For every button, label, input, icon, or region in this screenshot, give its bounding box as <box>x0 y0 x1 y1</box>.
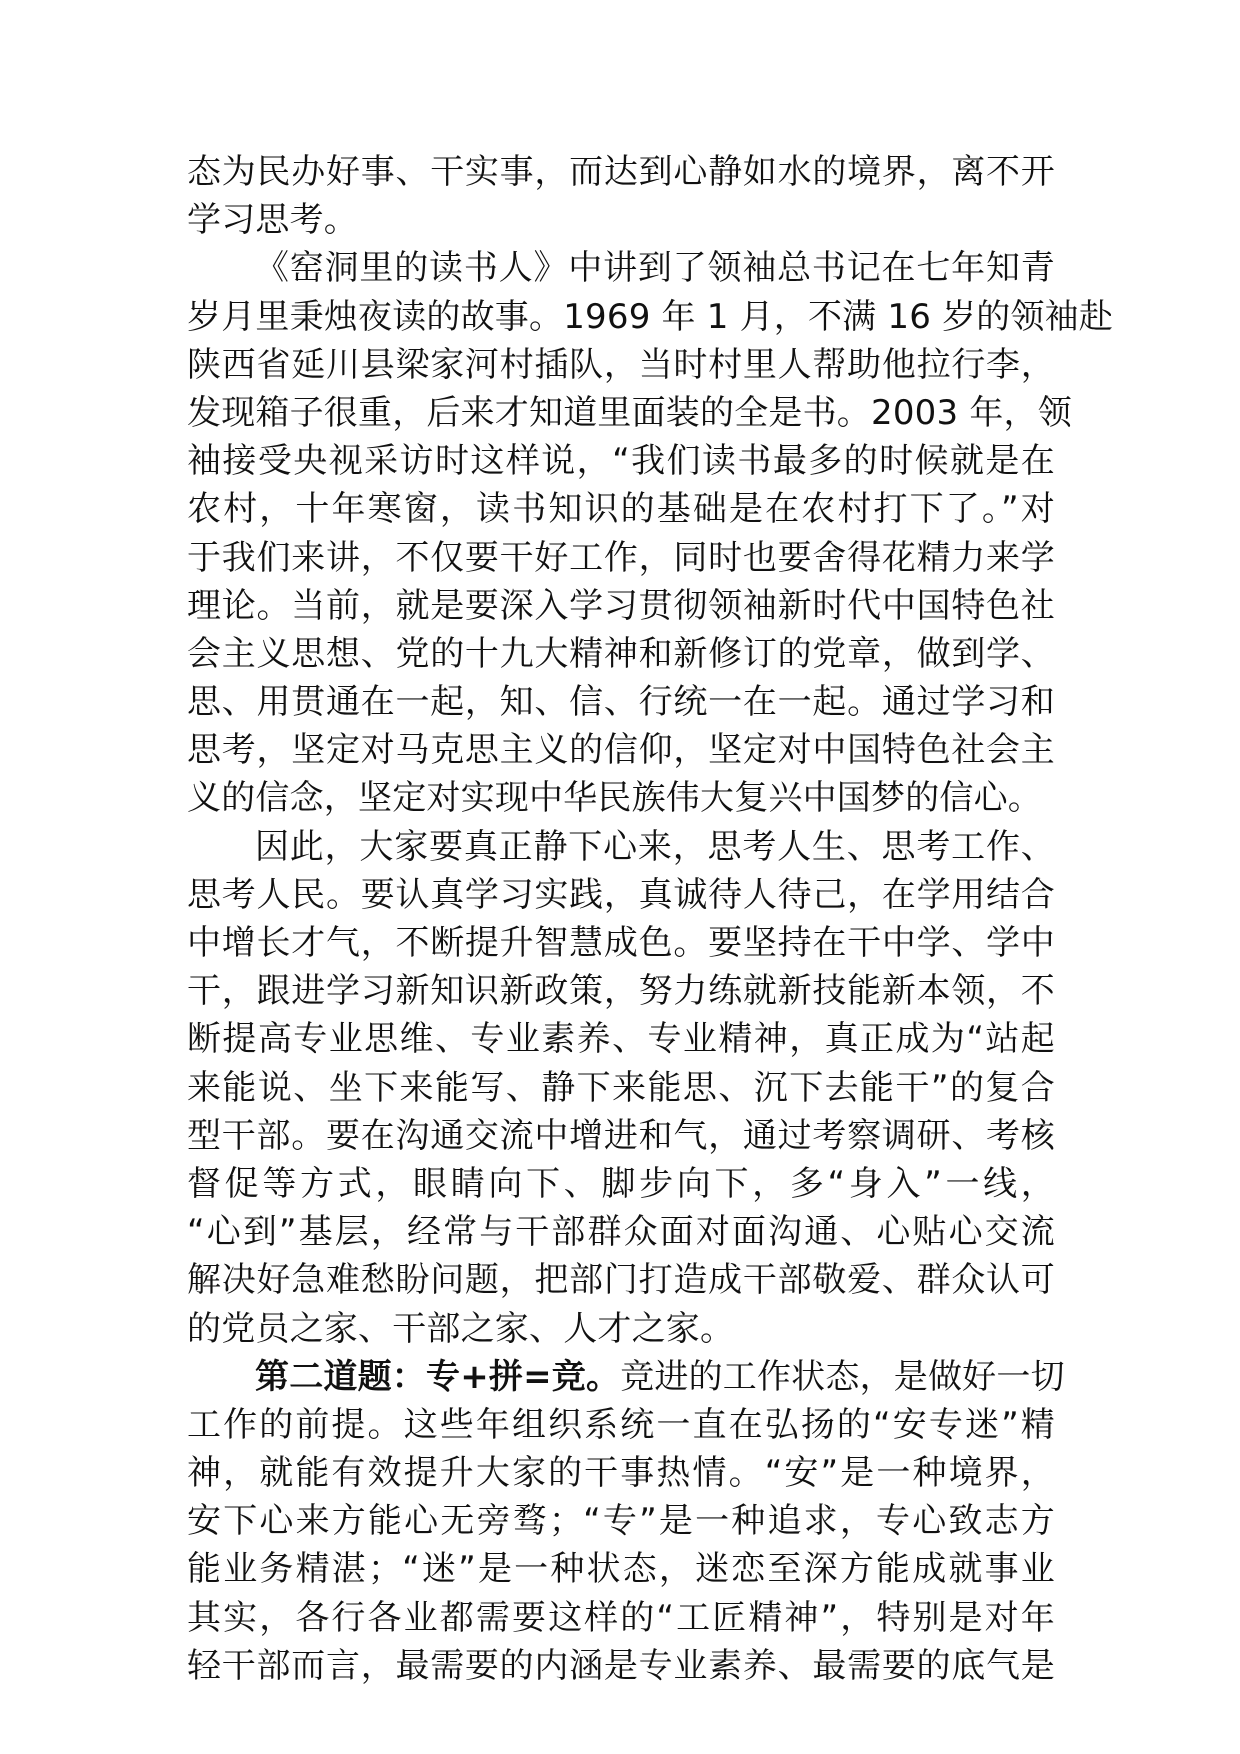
text-line: 会主义思想、党的十九大精神和新修订的党章，做到学、 <box>187 633 1055 674</box>
heading-line-text: 竞进的工作状态，是做好一切 <box>620 1356 1065 1397</box>
text-line: 督促等方式，眼睛向下、脚步向下，多“身入”一线， <box>187 1163 1055 1204</box>
text-line: 安下心来方能心无旁骛；“专”是一种追求，专心致志方 <box>187 1501 1055 1542</box>
section-heading: 第二道题：专+拼=竞。 <box>255 1356 621 1397</box>
paragraph-first-line: 因此，大家要真正静下心来，思考人生、思考工作、 <box>255 826 1055 867</box>
paragraph-first-line: 《窑洞里的读书人》中讲到了领袖总书记在七年知青 <box>255 248 1055 289</box>
text-line: 袖接受央视采访时这样说，“我们读书最多的时候就是在 <box>187 441 1055 482</box>
text-line: 神，就能有效提升大家的干事热情。“安”是一种境界， <box>187 1453 1055 1494</box>
text-line: 思考，坚定对马克思主义的信仰，坚定对中国特色社会主 <box>187 730 1055 771</box>
text-line: 工作的前提。这些年组织系统一直在弘扬的“安专迷”精 <box>187 1404 1055 1445</box>
text-line: 其实，各行各业都需要这样的“工匠精神”，特别是对年 <box>187 1597 1055 1638</box>
text-line: 解决好急难愁盼问题，把部门打造成干部敬爱、群众认可 <box>187 1260 1055 1301</box>
text-line: 农村，十年寒窗，读书知识的基础是在农村打下了。”对 <box>187 489 1055 530</box>
text-line: 型干部。要在沟通交流中增进和气，通过考察调研、考核 <box>187 1115 1055 1156</box>
text-line: 轻干部而言，最需要的内涵是专业素养、最需要的底气是 <box>187 1645 1055 1686</box>
text-line: 中增长才气，不断提升智慧成色。要坚持在干中学、学中 <box>187 923 1055 963</box>
text-line: 能业务精湛；“迷”是一种状态，迷恋至深方能成就事业 <box>187 1549 1055 1590</box>
text-line: 陕西省延川县梁家河村插队，当时村里人帮助他拉行李， <box>187 344 1055 385</box>
text-line: 岁月里秉烛夜读的故事。1969 年 1 月，不满 16 岁的领袖赴 <box>187 296 1114 337</box>
text-line: 义的信念，坚定对实现中华民族伟大复兴中国梦的信心。 <box>187 778 1042 819</box>
text-line: 思考人民。要认真学习实践，真诚待人待己，在学用结合 <box>187 874 1055 915</box>
text-line: “心到”基层，经常与干部群众面对面沟通、心贴心交流 <box>187 1212 1055 1253</box>
text-line: 断提高专业思维、专业素养、专业精神，真正成为“站起 <box>187 1019 1055 1060</box>
section-heading-line <box>187 1353 1065 1401</box>
text-line: 学习思考。 <box>187 200 358 241</box>
text-line: 来能说、坐下来能写、静下来能思、沉下去能干”的复合 <box>187 1067 1055 1108</box>
text-line: 发现箱子很重，后来才知道里面装的全是书。2003 年，领 <box>187 392 1072 433</box>
text-line: 理论。当前，就是要深入学习贯彻领袖新时代中国特色社 <box>187 585 1055 626</box>
text-line: 的党员之家、干部之家、人才之家。 <box>187 1308 735 1349</box>
text-line: 于我们来讲，不仅要干好工作，同时也要舍得花精力来学 <box>187 537 1055 578</box>
text-line: 干，跟进学习新知识新政策，努力练就新技能新本领，不 <box>187 971 1055 1012</box>
document-page <box>187 148 1114 1690</box>
text-line: 思、用贯通在一起，知、信、行统一在一起。通过学习和 <box>187 682 1055 723</box>
text-line: 态为民办好事、干实事，而达到心静如水的境界，离不开 <box>187 152 1055 192</box>
